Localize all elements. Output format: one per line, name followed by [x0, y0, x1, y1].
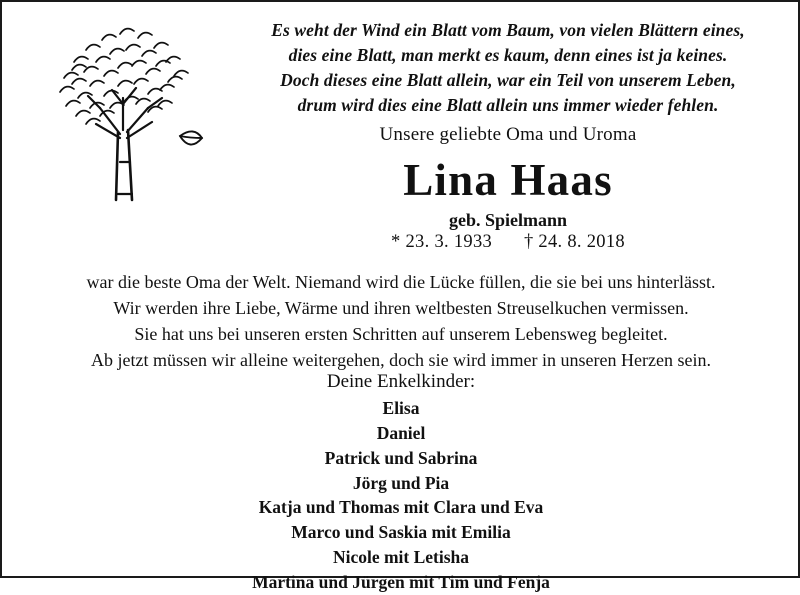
list-item: Nicole mit Letisha — [332, 547, 470, 568]
family-heading: Deine Enkelkinder: — [326, 371, 476, 392]
tribute-line: Wir werden ihre Liebe, Wärme und ihren weltbesten Streuselkuchen vermissen. — [113, 297, 689, 318]
family-list — [16, 396, 786, 595]
death-date: † 24. 8. 2018 — [523, 232, 625, 252]
list-item: Patrick und Sabrina — [324, 447, 478, 468]
intro-text: Unsere geliebte Oma und Uroma — [379, 124, 637, 145]
poem-line: dies eine Blatt, man merkt es kaum, denn eines ist ja keines. — [288, 44, 728, 65]
list-item: Jörg und Pia — [352, 472, 450, 493]
tribute-line: Ab jetzt müssen wir alleine weitergehen, doch sie wird immer in unseren Herzen sein. — [91, 349, 711, 370]
poem-line: Doch dieses eine Blatt allein, war ein Teil von unserem Leben, — [280, 69, 736, 90]
tribute-line: war die beste Oma der Welt. Niemand wird die Lücke füllen, die sie bei uns hinterlässt. — [86, 272, 716, 292]
life-dates — [230, 232, 786, 253]
poem-line: Es weht der Wind ein Blatt vom Baum, von vielen Blättern eines, — [271, 20, 745, 40]
list-item: Elisa — [382, 398, 420, 418]
tribute-line: Sie hat uns bei unseren ersten Schritten auf unserem Lebensweg begleitet. — [134, 323, 668, 344]
tree-with-falling-leaf-icon — [20, 12, 220, 212]
tribute-text — [16, 270, 786, 374]
birth-date: * 23. 3. 1933 — [391, 232, 493, 252]
list-item: Katja und Thomas mit Clara und Eva — [258, 497, 544, 518]
list-item: Daniel — [376, 422, 426, 443]
poem-line: drum wird dies eine Blatt allein uns immer wieder fehlen. — [297, 94, 719, 115]
list-item: Marco und Saskia mit Emilia — [291, 522, 511, 543]
list-item: Martina und Jürgen mit Tim und Fenja — [252, 571, 550, 592]
maiden-name: geb. Spielmann — [448, 210, 568, 230]
poem-text — [230, 18, 786, 117]
deceased-name: Lina Haas — [403, 155, 613, 205]
